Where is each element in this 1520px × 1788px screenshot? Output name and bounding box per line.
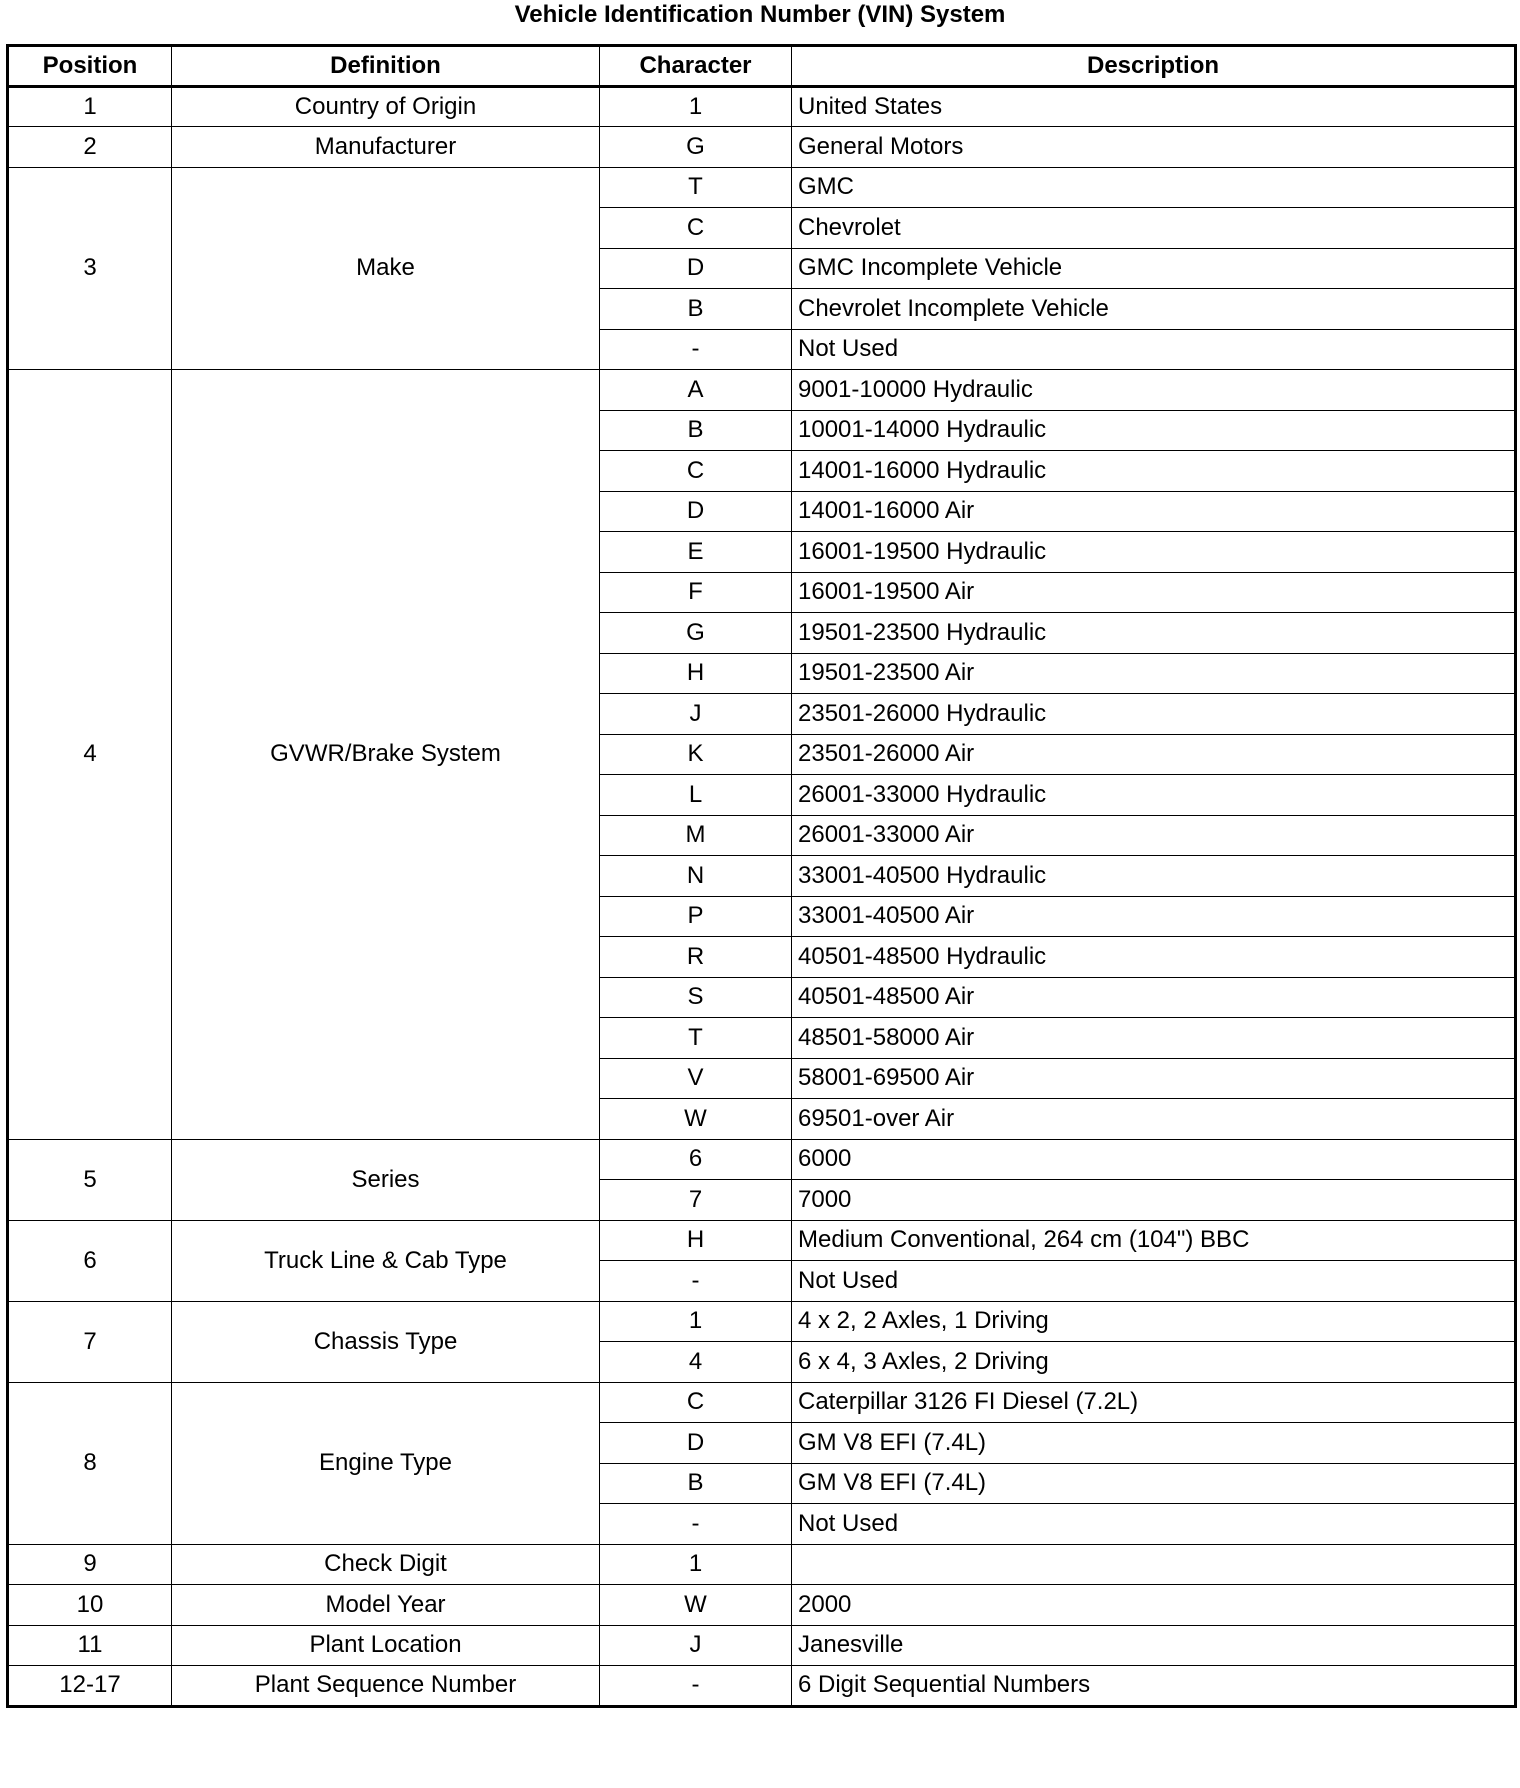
position-cell: 9 — [8, 1544, 172, 1585]
description-cell: 4 x 2, 2 Axles, 1 Driving — [792, 1301, 1516, 1342]
description-cell: General Motors — [792, 127, 1516, 168]
character-cell: H — [600, 653, 792, 694]
header-definition: Definition — [172, 46, 600, 87]
description-cell: 9001-10000 Hydraulic — [792, 370, 1516, 411]
header-description: Description — [792, 46, 1516, 87]
header-character: Character — [600, 46, 792, 87]
description-cell: 2000 — [792, 1585, 1516, 1626]
table-body — [8, 86, 1516, 1706]
table-row — [8, 1585, 1516, 1626]
table-row — [8, 127, 1516, 168]
description-cell: 40501-48500 Air — [792, 977, 1516, 1018]
description-cell: Chevrolet — [792, 208, 1516, 249]
definition-cell: Country of Origin — [172, 86, 600, 127]
position-cell: 12-17 — [8, 1666, 172, 1707]
table-row — [8, 1382, 1516, 1423]
character-cell: V — [600, 1058, 792, 1099]
definition-cell: Plant Sequence Number — [172, 1666, 600, 1707]
character-cell: 1 — [600, 1301, 792, 1342]
description-cell: 48501-58000 Air — [792, 1018, 1516, 1059]
character-cell: P — [600, 896, 792, 937]
table-row — [8, 86, 1516, 127]
description-cell: 16001-19500 Hydraulic — [792, 532, 1516, 573]
character-cell: 1 — [600, 1544, 792, 1585]
character-cell: F — [600, 572, 792, 613]
character-cell: M — [600, 815, 792, 856]
definition-cell: Check Digit — [172, 1544, 600, 1585]
character-cell: B — [600, 289, 792, 330]
character-cell: 4 — [600, 1342, 792, 1383]
table-row — [8, 1139, 1516, 1180]
definition-cell: Series — [172, 1139, 600, 1220]
description-cell: GMC — [792, 167, 1516, 208]
description-cell — [792, 1544, 1516, 1585]
description-cell: United States — [792, 86, 1516, 127]
position-cell: 6 — [8, 1220, 172, 1301]
description-cell: 40501-48500 Hydraulic — [792, 937, 1516, 978]
character-cell: H — [600, 1220, 792, 1261]
description-cell: Caterpillar 3126 FI Diesel (7.2L) — [792, 1382, 1516, 1423]
description-cell: 19501-23500 Hydraulic — [792, 613, 1516, 654]
position-cell: 4 — [8, 370, 172, 1140]
position-cell: 3 — [8, 167, 172, 370]
table-row — [8, 370, 1516, 411]
description-cell: 7000 — [792, 1180, 1516, 1221]
character-cell: J — [600, 694, 792, 735]
table-row — [8, 1301, 1516, 1342]
character-cell: T — [600, 1018, 792, 1059]
description-cell: 6000 — [792, 1139, 1516, 1180]
table-row — [8, 1544, 1516, 1585]
table-row — [8, 1220, 1516, 1261]
position-cell: 2 — [8, 127, 172, 168]
position-cell: 11 — [8, 1625, 172, 1666]
character-cell: L — [600, 775, 792, 816]
character-cell: - — [600, 1666, 792, 1707]
position-cell: 8 — [8, 1382, 172, 1544]
definition-cell: Truck Line & Cab Type — [172, 1220, 600, 1301]
description-cell: 33001-40500 Hydraulic — [792, 856, 1516, 897]
vin-table — [6, 44, 1517, 1708]
character-cell: S — [600, 977, 792, 1018]
description-cell: GM V8 EFI (7.4L) — [792, 1463, 1516, 1504]
definition-cell: Engine Type — [172, 1382, 600, 1544]
table-row — [8, 1625, 1516, 1666]
description-cell: 23501-26000 Air — [792, 734, 1516, 775]
position-cell: 7 — [8, 1301, 172, 1382]
character-cell: - — [600, 329, 792, 370]
character-cell: E — [600, 532, 792, 573]
character-cell: - — [600, 1504, 792, 1545]
description-cell: Not Used — [792, 329, 1516, 370]
description-cell: 16001-19500 Air — [792, 572, 1516, 613]
description-cell: Not Used — [792, 1504, 1516, 1545]
character-cell: B — [600, 1463, 792, 1504]
character-cell: W — [600, 1099, 792, 1140]
table-row — [8, 167, 1516, 208]
description-cell: 69501-over Air — [792, 1099, 1516, 1140]
description-cell: 10001-14000 Hydraulic — [792, 410, 1516, 451]
character-cell: C — [600, 208, 792, 249]
character-cell: D — [600, 491, 792, 532]
description-cell: Medium Conventional, 264 cm (104") BBC — [792, 1220, 1516, 1261]
character-cell: 7 — [600, 1180, 792, 1221]
description-cell: 58001-69500 Air — [792, 1058, 1516, 1099]
header-row — [8, 46, 1516, 87]
description-cell: GM V8 EFI (7.4L) — [792, 1423, 1516, 1464]
character-cell: N — [600, 856, 792, 897]
character-cell: W — [600, 1585, 792, 1626]
character-cell: T — [600, 167, 792, 208]
character-cell: J — [600, 1625, 792, 1666]
table-row — [8, 1666, 1516, 1707]
character-cell: B — [600, 410, 792, 451]
character-cell: G — [600, 127, 792, 168]
character-cell: K — [600, 734, 792, 775]
character-cell: 6 — [600, 1139, 792, 1180]
description-cell: Chevrolet Incomplete Vehicle — [792, 289, 1516, 330]
character-cell: D — [600, 248, 792, 289]
definition-cell: Manufacturer — [172, 127, 600, 168]
character-cell: R — [600, 937, 792, 978]
description-cell: GMC Incomplete Vehicle — [792, 248, 1516, 289]
position-cell: 1 — [8, 86, 172, 127]
header-position: Position — [8, 46, 172, 87]
character-cell: 1 — [600, 86, 792, 127]
definition-cell: Model Year — [172, 1585, 600, 1626]
description-cell: 6 x 4, 3 Axles, 2 Driving — [792, 1342, 1516, 1383]
description-cell: 23501-26000 Hydraulic — [792, 694, 1516, 735]
description-cell: 26001-33000 Hydraulic — [792, 775, 1516, 816]
definition-cell: Plant Location — [172, 1625, 600, 1666]
description-cell: 26001-33000 Air — [792, 815, 1516, 856]
description-cell: 33001-40500 Air — [792, 896, 1516, 937]
definition-cell: GVWR/Brake System — [172, 370, 600, 1140]
character-cell: C — [600, 1382, 792, 1423]
position-cell: 10 — [8, 1585, 172, 1626]
description-cell: 6 Digit Sequential Numbers — [792, 1666, 1516, 1707]
character-cell: A — [600, 370, 792, 411]
description-cell: 14001-16000 Air — [792, 491, 1516, 532]
character-cell: D — [600, 1423, 792, 1464]
character-cell: - — [600, 1261, 792, 1302]
description-cell: Janesville — [792, 1625, 1516, 1666]
description-cell: Not Used — [792, 1261, 1516, 1302]
page-title: Vehicle Identification Number (VIN) System — [514, 1, 1006, 28]
definition-cell: Make — [172, 167, 600, 370]
character-cell: G — [600, 613, 792, 654]
description-cell: 19501-23500 Air — [792, 653, 1516, 694]
description-cell: 14001-16000 Hydraulic — [792, 451, 1516, 492]
position-cell: 5 — [8, 1139, 172, 1220]
character-cell: C — [600, 451, 792, 492]
definition-cell: Chassis Type — [172, 1301, 600, 1382]
